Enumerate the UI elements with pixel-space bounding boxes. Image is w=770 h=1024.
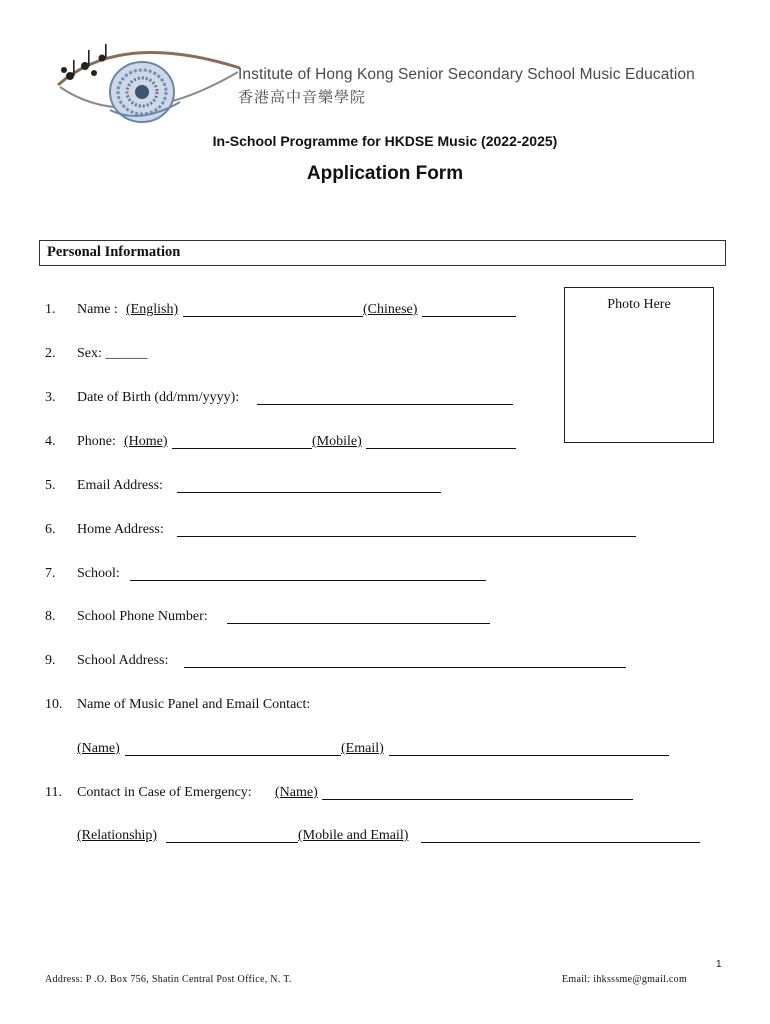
emergency-contact-label: Contact in Case of Emergency: [77,785,252,800]
home-address-label: Home Address: [77,522,164,537]
footer-email: Email: ihksssme@gmail.com [562,974,688,985]
name-english-field[interactable] [183,316,363,317]
school-phone-label: School Phone Number: [77,609,208,624]
phone-home-label: (Home) [124,434,168,449]
page-number: 1 [716,959,722,970]
field-number: 11. [45,785,62,800]
music-panel-name-label: (Name) [77,741,120,756]
school-address-field[interactable] [184,667,626,668]
music-panel-label: Name of Music Panel and Email Contact: [77,697,311,712]
phone-home-field[interactable] [172,448,312,449]
music-panel-email-label: (Email) [341,741,384,756]
field-number: 3. [45,390,56,405]
name-english-label: (English) [126,302,179,317]
phone-mobile-label: (Mobile) [312,434,362,449]
field-number: 4. [45,434,56,449]
emergency-relationship-label: (Relationship) [77,828,158,843]
emergency-relationship-field[interactable] [166,842,298,843]
photo-label: Photo Here [607,297,671,312]
emergency-mobile-email-label: (Mobile and Email) [298,828,409,843]
field-number: 2. [45,346,56,361]
school-label: School: [77,566,120,581]
emergency-name-field[interactable] [322,799,633,800]
field-number: 10. [45,697,63,712]
institute-name-english: Institute of Hong Kong Senior Secondary School Music Education [238,66,695,83]
footer-address: Address: P .O. Box 756, Shatin Central Post Office, N. T. [45,974,292,985]
field-number: 1. [45,302,56,317]
phone-mobile-field[interactable] [366,448,516,449]
emergency-name-label: (Name) [275,785,318,800]
institute-name-chinese: 香港高中音樂學院 [238,88,367,106]
date-of-birth-field[interactable] [257,404,513,405]
name-chinese-label: (Chinese) [363,302,418,317]
name-label: Name : [77,302,118,317]
sex-field[interactable]: Sex: ______ [77,346,148,361]
music-panel-email-field[interactable] [389,755,669,756]
section-header-personal-information [39,240,726,266]
field-number: 5. [45,478,56,493]
date-of-birth-label: Date of Birth (dd/mm/yyyy): [77,390,240,405]
home-address-field[interactable] [177,536,636,537]
school-field[interactable] [130,580,486,581]
section-label: Personal Information [47,244,181,260]
school-address-label: School Address: [77,653,169,668]
email-field[interactable] [177,492,441,493]
form-title: Application Form [306,163,464,184]
field-number: 7. [45,566,56,581]
field-number: 6. [45,522,56,537]
name-chinese-field[interactable] [422,316,516,317]
field-number: 8. [45,609,56,624]
eye-with-music-notes-logo [50,40,250,130]
phone-label: Phone: [77,434,116,449]
emergency-mobile-email-field[interactable] [421,842,700,843]
photo-box [564,287,714,443]
music-panel-name-field[interactable] [125,755,341,756]
programme-title: In-School Programme for HKDSE Music (2022-2025) [212,133,558,149]
school-phone-field[interactable] [227,623,490,624]
email-label: Email Address: [77,478,163,493]
field-number: 9. [45,653,56,668]
